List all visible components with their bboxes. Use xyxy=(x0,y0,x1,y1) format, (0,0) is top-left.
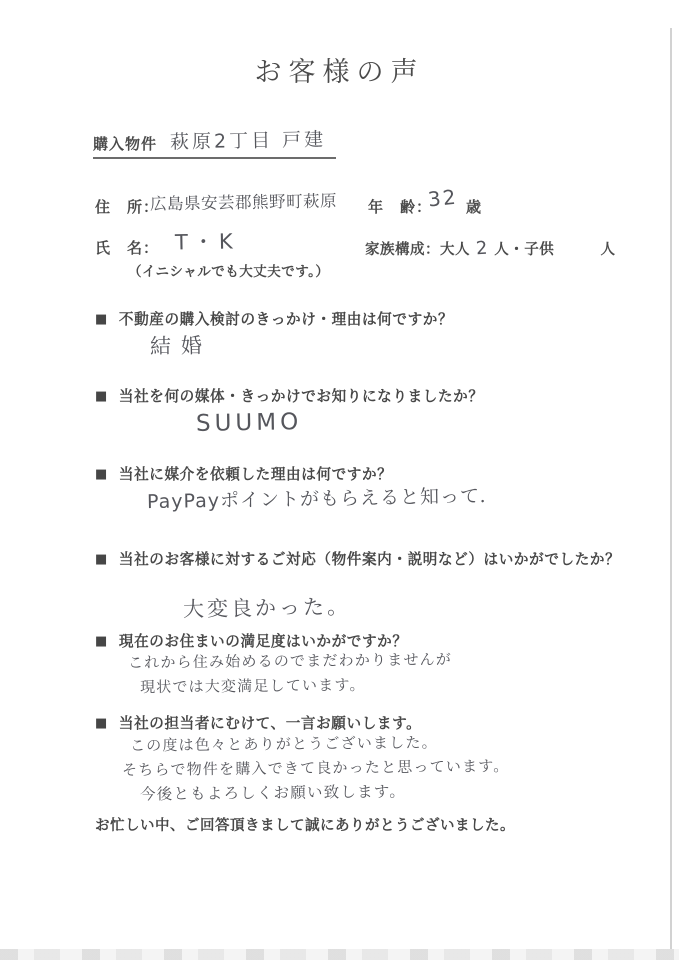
family-adults-handwritten: 2 xyxy=(475,237,489,260)
family-label: 家族構成：大人 xyxy=(365,242,470,258)
square-bullet-icon: ■ xyxy=(95,552,108,567)
question-text: 当社の担当者にむけて、一言お願いします。 xyxy=(118,716,422,732)
handwritten-answer: この度は色々とありがとうございました。 xyxy=(129,733,438,755)
handwritten-answer: 今後ともよろしくお願い致します。 xyxy=(139,782,407,804)
square-bullet-icon: ■ xyxy=(95,389,108,404)
scan-edge-artifact xyxy=(670,28,672,958)
family-composition-row xyxy=(365,238,615,259)
family-suffix-label: 人 xyxy=(600,242,616,258)
family-mid-label: 人・子供 xyxy=(494,242,555,258)
age-value-handwritten: 32 xyxy=(426,184,459,212)
square-bullet-icon: ■ xyxy=(95,716,108,731)
age-label: 年 齢： xyxy=(368,200,433,216)
question-block-3 xyxy=(95,463,392,484)
page-title: お客様の声 xyxy=(254,57,425,87)
question-text: 当社のお客様に対するご対応（物件案内・説明など）はいかがでしたか？ xyxy=(118,552,621,568)
square-bullet-icon: ■ xyxy=(95,467,108,482)
name-value-handwritten: T・K xyxy=(174,229,238,255)
closing-thanks-text: お忙しい中、ご回答頂きまして誠にありがとうございました。 xyxy=(95,818,515,834)
question-text: 当社に媒介を依頼した理由は何ですか？ xyxy=(118,467,393,483)
question-text: 現在のお住まいの満足度はいかがですか？ xyxy=(118,634,408,650)
question-block-5 xyxy=(95,630,408,651)
handwritten-answer: 結婚 xyxy=(149,333,213,359)
question-text: 当社を何の媒体・きっかけでお知りになりましたか？ xyxy=(118,389,484,405)
handwritten-answer: 現状では大変満足しています。 xyxy=(139,675,366,697)
address-label: 住 所： xyxy=(95,200,160,216)
property-value-handwritten: 萩原2丁目 戸建 xyxy=(169,128,327,154)
question-block-2 xyxy=(95,385,484,406)
age-suffix: 歳 xyxy=(466,200,483,216)
question-block-1 xyxy=(95,308,453,329)
address-value-handwritten: 広島県安芸郡熊野町萩原 xyxy=(149,191,338,214)
property-underline xyxy=(93,157,336,159)
handwritten-answer: PayPayポイントがもらえると知って． xyxy=(146,484,500,514)
name-note: （イニシャルでも大丈夫です。） xyxy=(128,264,330,279)
handwritten-answer: SUUMO xyxy=(195,409,303,437)
handwritten-answer: 大変良かった。 xyxy=(182,594,352,622)
question-text: 不動産の購入検討のきっかけ・理由は何ですか？ xyxy=(118,312,454,328)
square-bullet-icon: ■ xyxy=(95,312,108,327)
name-label: 氏 名： xyxy=(95,241,160,257)
handwritten-answer: そちらで物件を購入できて良かったと思っています。 xyxy=(121,756,510,780)
handwritten-answer: これから住み始めるのでまだわかりませんが xyxy=(127,650,453,672)
scan-bottom-artifact xyxy=(0,949,679,960)
question-block-4 xyxy=(95,548,620,569)
question-block-6 xyxy=(95,712,421,733)
square-bullet-icon: ■ xyxy=(95,634,108,649)
property-label: 購入物件 xyxy=(93,137,158,153)
